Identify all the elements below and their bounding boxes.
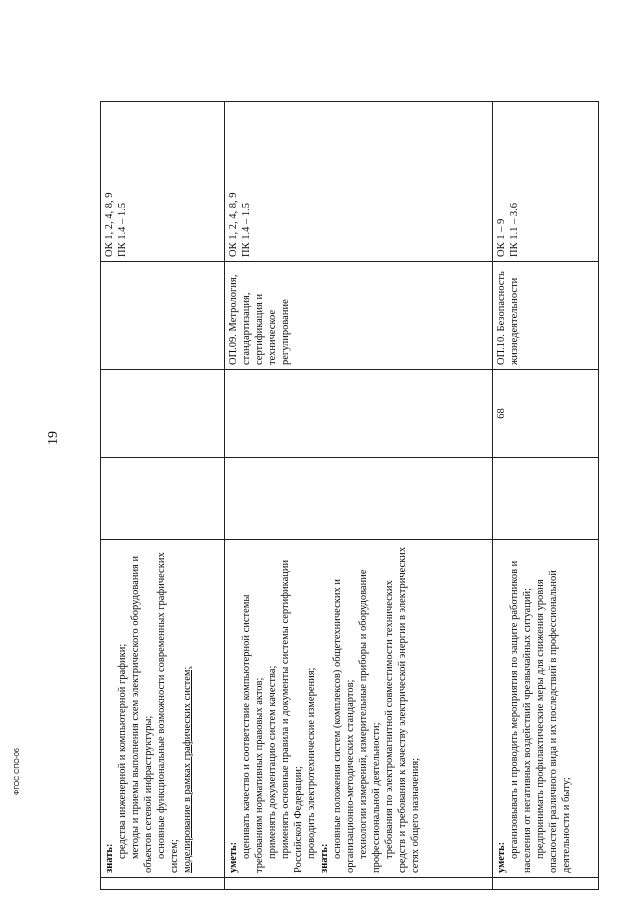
description-line: технологии измерений, измерительные приборы и оборудование профессиональной деятельности; bbox=[358, 569, 382, 873]
description-cell bbox=[225, 540, 493, 878]
description-line: требования по электромагнитной совместимости технических средств и требования к качеству электрической энергии в электрических сетях общего назначения; bbox=[384, 546, 421, 873]
hours-cell: 68 bbox=[493, 370, 599, 458]
rotated-page bbox=[100, 102, 598, 890]
index-cell bbox=[101, 878, 225, 890]
discipline-cell bbox=[101, 262, 225, 370]
description-line: уметь: bbox=[496, 841, 507, 873]
hours-max-cell bbox=[225, 458, 493, 540]
competences-cell: ОК 1, 2, 4, 8, 9 ПК 1.4 – 1.5 bbox=[225, 102, 493, 262]
table-row bbox=[493, 102, 599, 890]
description-line: знать: bbox=[104, 843, 115, 873]
hours-max-cell bbox=[493, 458, 599, 540]
description-line: основные положения систем (комплексов) общетехнических и организационно-методических стандартов; bbox=[332, 579, 356, 873]
description-cell bbox=[101, 540, 225, 878]
discipline-cell: ОП.10. Безопасность жизнедеятельности bbox=[493, 262, 599, 370]
competences-cell: ОК 1, 2, 4, 8, 9 ПК 1.4 – 1.5 bbox=[101, 102, 225, 262]
description-line: знать: bbox=[319, 843, 330, 873]
curriculum-table bbox=[100, 101, 599, 890]
description-line: применять документацию систем качества; bbox=[267, 665, 278, 859]
description-cell bbox=[493, 540, 599, 878]
table-row bbox=[225, 102, 493, 890]
hours-cell bbox=[225, 370, 493, 458]
description-line: методы и приемы выполнения схем электрического оборудования и объектов сетевой инфраструктуры; bbox=[130, 555, 154, 873]
description-line: средства инженерной и компьютерной графики; bbox=[117, 643, 128, 859]
description-line: уметь: bbox=[228, 841, 239, 873]
footer-mark: ФГОС СПО-06 bbox=[14, 748, 21, 795]
hours-max-cell bbox=[101, 458, 225, 540]
description-line: проводить электротехнические измерения; bbox=[306, 667, 317, 859]
discipline-cell: ОП.09. Метрология, стандартизация, сертификация и техническое регулирование bbox=[225, 262, 493, 370]
page-number: 19 bbox=[46, 431, 61, 445]
table-row bbox=[101, 102, 225, 890]
hours-cell bbox=[101, 370, 225, 458]
competences-cell: ОК 1 – 9 ПК 1.1 – 3.6 bbox=[493, 102, 599, 262]
index-cell bbox=[493, 878, 599, 890]
index-cell bbox=[225, 878, 493, 890]
description-line: оценивать качество и соответствие компьютерной системы требованиям нормативных правовых актов; bbox=[241, 594, 265, 873]
description-line: моделирование в рамках графических систем; bbox=[182, 666, 193, 873]
description-line: предпринимать профилактические меры для снижения уровня опасностей различного вида и их последствий в профессиональной деятельности и быту; bbox=[535, 570, 572, 873]
description-line: организовывать и проводить мероприятия по защите работников и населения от негативных воздействий чрезвычайных ситуаций; bbox=[509, 560, 533, 873]
description-line: основные функциональные возможности современных графических систем; bbox=[156, 552, 180, 873]
description-line: применять основные правила и документы системы сертификации Российской Федерации; bbox=[280, 559, 304, 873]
